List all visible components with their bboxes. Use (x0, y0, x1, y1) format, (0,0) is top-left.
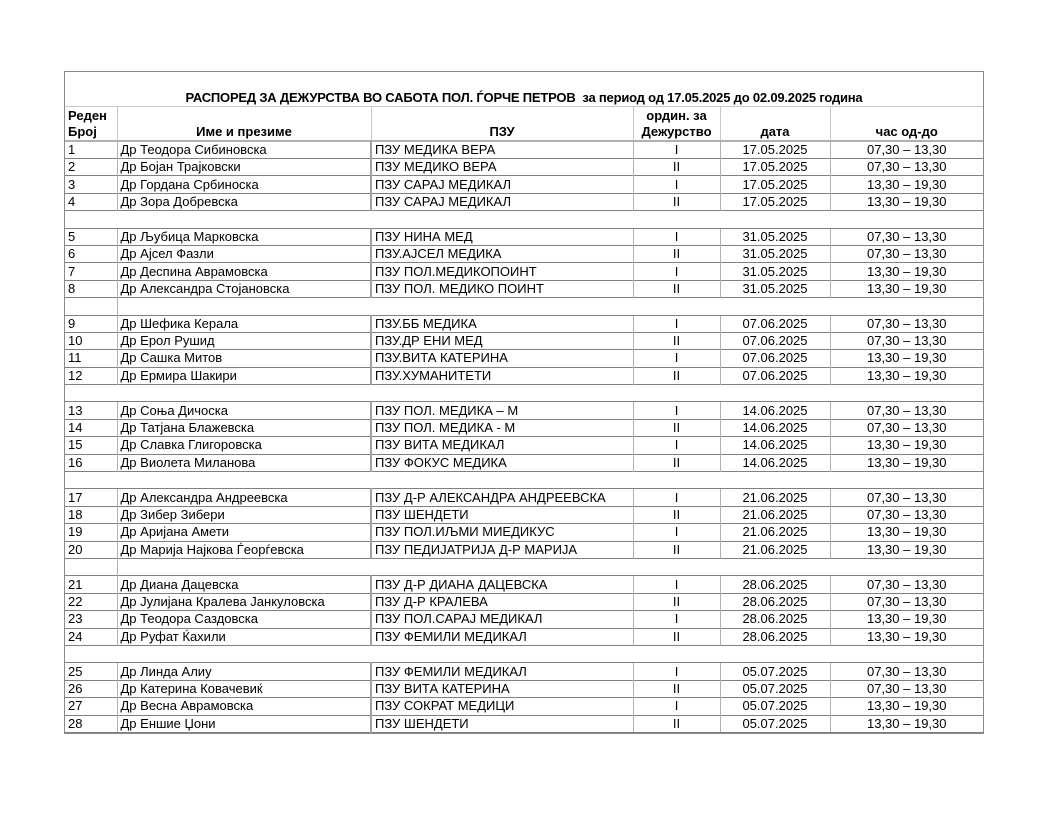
cell-date: 21.06.2025 (720, 489, 830, 506)
header-row-2 (65, 124, 983, 141)
cell-ord: I (633, 437, 720, 454)
cell-pzu: ПЗУ.ДР ЕНИ МЕД (371, 332, 633, 349)
separator-cell (720, 385, 830, 402)
cell-name: Др Ајсел Фазли (117, 245, 371, 262)
table-row (65, 280, 983, 297)
separator-cell (720, 558, 830, 575)
cell-date: 17.05.2025 (720, 141, 830, 159)
table-row (65, 576, 983, 593)
cell-ord: I (633, 141, 720, 159)
cell-date: 14.06.2025 (720, 402, 830, 419)
cell-time: 07,30 – 13,30 (830, 332, 983, 349)
cell-name: Др Аријана Амети (117, 524, 371, 541)
cell-ord: II (633, 454, 720, 471)
cell-pzu: ПЗУ Д-Р АЛЕКСАНДРА АНДРЕЕВСКА (371, 489, 633, 506)
cell-no: 26 (65, 680, 117, 697)
cell-pzu: ПЗУ ФЕМИЛИ МЕДИКАЛ (371, 663, 633, 680)
cell-ord: I (633, 176, 720, 193)
cell-date: 28.06.2025 (720, 576, 830, 593)
separator-cell (65, 558, 117, 575)
table-row (65, 141, 983, 159)
cell-name: Др Зора Добревска (117, 193, 371, 210)
cell-date: 28.06.2025 (720, 628, 830, 645)
cell-date: 21.06.2025 (720, 506, 830, 523)
cell-name: Др Марија Најкова Ѓеорѓевска (117, 541, 371, 558)
cell-pzu: ПЗУ ПОЛ.МЕДИКОПОИНТ (371, 263, 633, 280)
cell-pzu: ПЗУ САРАЈ МЕДИКАЛ (371, 176, 633, 193)
group-separator-row (65, 298, 983, 315)
cell-no: 10 (65, 332, 117, 349)
cell-no: 18 (65, 506, 117, 523)
cell-no: 20 (65, 541, 117, 558)
cell-name: Др Бојан Трајковски (117, 159, 371, 176)
cell-no: 5 (65, 228, 117, 245)
cell-name: Др Диана Дацевска (117, 576, 371, 593)
cell-ord: II (633, 680, 720, 697)
table-row (65, 593, 983, 610)
cell-name: Др Александра Андреевска (117, 489, 371, 506)
cell-date: 17.05.2025 (720, 159, 830, 176)
cell-name: Др Зибер Зибери (117, 506, 371, 523)
schedule-sheet (64, 71, 984, 734)
separator-cell (371, 472, 633, 489)
cell-pzu: ПЗУ МЕДИКА ВЕРА (371, 141, 633, 159)
table-row (65, 506, 983, 523)
separator-cell (830, 385, 983, 402)
cell-ord: II (633, 159, 720, 176)
cell-name: Др Татјана Блажевска (117, 419, 371, 436)
cell-no: 28 (65, 715, 117, 732)
cell-pzu: ПЗУ ПОЛ. МЕДИКА – М (371, 402, 633, 419)
cell-date: 21.06.2025 (720, 524, 830, 541)
cell-pzu: ПЗУ НИНА МЕД (371, 228, 633, 245)
table-row (65, 611, 983, 628)
separator-cell (371, 385, 633, 402)
table-row (65, 628, 983, 645)
cell-ord: I (633, 228, 720, 245)
cell-no: 27 (65, 698, 117, 715)
cell-name: Др Теодора Сибиновска (117, 141, 371, 159)
table-row (65, 437, 983, 454)
cell-name: Др Теодора Саздовска (117, 611, 371, 628)
cell-no: 15 (65, 437, 117, 454)
separator-cell (117, 385, 371, 402)
cell-ord: I (633, 576, 720, 593)
table-row (65, 350, 983, 367)
header-no-line2: Број (65, 124, 117, 141)
cell-name: Др Шефика Керала (117, 315, 371, 332)
separator-cell (65, 298, 117, 315)
cell-time: 13,30 – 19,30 (830, 367, 983, 384)
group-separator-row (65, 211, 983, 228)
table-row (65, 245, 983, 262)
cell-no: 24 (65, 628, 117, 645)
cell-pzu: ПЗУ ФЕМИЛИ МЕДИКАЛ (371, 628, 633, 645)
cell-name: Др Руфат Ќахили (117, 628, 371, 645)
cell-date: 31.05.2025 (720, 228, 830, 245)
separator-cell (830, 645, 983, 662)
cell-date: 07.06.2025 (720, 350, 830, 367)
separator-cell (633, 298, 720, 315)
cell-ord: I (633, 524, 720, 541)
cell-ord: I (633, 315, 720, 332)
cell-time: 07,30 – 13,30 (830, 593, 983, 610)
cell-date: 31.05.2025 (720, 263, 830, 280)
cell-ord: II (633, 280, 720, 297)
separator-cell (371, 211, 633, 228)
cell-ord: I (633, 350, 720, 367)
cell-name: Др Гордана Србиноска (117, 176, 371, 193)
cell-date: 05.07.2025 (720, 698, 830, 715)
cell-time: 07,30 – 13,30 (830, 506, 983, 523)
cell-pzu: ПЗУ ПОЛ.ИЉМИ МИЕДИКУС (371, 524, 633, 541)
cell-time: 13,30 – 19,30 (830, 437, 983, 454)
separator-cell (830, 472, 983, 489)
cell-ord: II (633, 193, 720, 210)
cell-time: 13,30 – 19,30 (830, 611, 983, 628)
group-separator-row (65, 385, 983, 402)
separator-cell (720, 472, 830, 489)
separator-cell (65, 211, 117, 228)
cell-ord: II (633, 245, 720, 262)
separator-cell (117, 472, 371, 489)
cell-time: 13,30 – 19,30 (830, 715, 983, 732)
cell-time: 07,30 – 13,30 (830, 402, 983, 419)
cell-pzu: ПЗУ ФОКУС МЕДИКА (371, 454, 633, 471)
cell-no: 1 (65, 141, 117, 159)
table-row (65, 524, 983, 541)
cell-name: Др Линда Алиу (117, 663, 371, 680)
cell-pzu: ПЗУ ПОЛ. МЕДИКА - М (371, 419, 633, 436)
separator-cell (720, 645, 830, 662)
cell-ord: I (633, 698, 720, 715)
cell-ord: II (633, 715, 720, 732)
cell-ord: II (633, 593, 720, 610)
separator-cell (830, 558, 983, 575)
separator-cell (633, 472, 720, 489)
cell-name: Др Катерина Ковачевиќ (117, 680, 371, 697)
header-pzu-empty (371, 107, 633, 124)
cell-no: 22 (65, 593, 117, 610)
cell-ord: II (633, 506, 720, 523)
cell-pzu: ПЗУ.ББ МЕДИКА (371, 315, 633, 332)
cell-time: 13,30 – 19,30 (830, 698, 983, 715)
cell-no: 23 (65, 611, 117, 628)
cell-pzu: ПЗУ ПОЛ. МЕДИКО ПОИНТ (371, 280, 633, 297)
cell-date: 17.05.2025 (720, 193, 830, 210)
cell-ord: II (633, 541, 720, 558)
separator-cell (371, 645, 633, 662)
cell-no: 9 (65, 315, 117, 332)
table-body (65, 141, 983, 732)
cell-date: 05.07.2025 (720, 663, 830, 680)
cell-no: 2 (65, 159, 117, 176)
cell-pzu: ПЗУ ПЕДИЈАТРИЈА Д-Р МАРИЈА (371, 541, 633, 558)
cell-ord: I (633, 402, 720, 419)
header-ord-line1: ордин. за (633, 107, 720, 124)
table-row (65, 315, 983, 332)
table-row (65, 193, 983, 210)
table-row (65, 228, 983, 245)
cell-name: Др Александра Стојановска (117, 280, 371, 297)
header-time-empty (830, 107, 983, 124)
cell-ord: I (633, 611, 720, 628)
table-row (65, 454, 983, 471)
cell-time: 13,30 – 19,30 (830, 280, 983, 297)
cell-pzu: ПЗУ ШЕНДЕТИ (371, 506, 633, 523)
cell-name: Др Еншие Џони (117, 715, 371, 732)
cell-no: 8 (65, 280, 117, 297)
cell-no: 14 (65, 419, 117, 436)
title-period: за период од 17.05.2025 до 02.09.2025 година (582, 90, 863, 105)
cell-date: 31.05.2025 (720, 280, 830, 297)
cell-no: 13 (65, 402, 117, 419)
cell-time: 07,30 – 13,30 (830, 663, 983, 680)
cell-ord: II (633, 628, 720, 645)
table-row (65, 263, 983, 280)
cell-date: 07.06.2025 (720, 367, 830, 384)
cell-name: Др Јулијана Кралева Јанкуловска (117, 593, 371, 610)
cell-time: 13,30 – 19,30 (830, 454, 983, 471)
cell-name: Др Славка Глигоровска (117, 437, 371, 454)
separator-cell (65, 472, 117, 489)
cell-pzu: ПЗУ Д-Р ДИАНА ДАЦЕВСКА (371, 576, 633, 593)
cell-date: 07.06.2025 (720, 315, 830, 332)
cell-name: Др Соња Дичоска (117, 402, 371, 419)
cell-date: 17.05.2025 (720, 176, 830, 193)
separator-cell (633, 211, 720, 228)
cell-pzu: ПЗУ ВИТА МЕДИКАЛ (371, 437, 633, 454)
cell-time: 13,30 – 19,30 (830, 541, 983, 558)
cell-date: 28.06.2025 (720, 611, 830, 628)
header-time: час од-до (830, 124, 983, 141)
header-ord-line2: Дежурство (633, 124, 720, 141)
cell-no: 17 (65, 489, 117, 506)
cell-name: Др Ермира Шакири (117, 367, 371, 384)
cell-ord: II (633, 419, 720, 436)
separator-cell (65, 645, 117, 662)
separator-cell (117, 558, 371, 575)
cell-time: 07,30 – 13,30 (830, 315, 983, 332)
cell-time: 07,30 – 13,30 (830, 245, 983, 262)
table-row (65, 419, 983, 436)
cell-no: 4 (65, 193, 117, 210)
cell-no: 11 (65, 350, 117, 367)
cell-name: Др Ерол Рушид (117, 332, 371, 349)
cell-date: 28.06.2025 (720, 593, 830, 610)
title-main: РАСПОРЕД ЗА ДЕЖУРСТВА ВО САБОТА ПОЛ. ЃОРЧЕ ПЕТРОВ (185, 90, 576, 105)
cell-ord: II (633, 332, 720, 349)
group-separator-row (65, 558, 983, 575)
cell-time: 07,30 – 13,30 (830, 680, 983, 697)
header-no-line1: Реден (68, 108, 107, 123)
separator-cell (830, 298, 983, 315)
cell-date: 14.06.2025 (720, 454, 830, 471)
cell-date: 31.05.2025 (720, 245, 830, 262)
cell-time: 13,30 – 19,30 (830, 524, 983, 541)
table-row (65, 159, 983, 176)
table-row (65, 332, 983, 349)
table-row (65, 663, 983, 680)
table-row (65, 367, 983, 384)
separator-cell (371, 298, 633, 315)
header-date-empty (720, 107, 830, 124)
header-name-empty (117, 107, 371, 124)
cell-time: 07,30 – 13,30 (830, 419, 983, 436)
cell-pzu: ПЗУ.АЈСЕЛ МЕДИКА (371, 245, 633, 262)
cell-date: 14.06.2025 (720, 419, 830, 436)
table-row (65, 402, 983, 419)
cell-name: Др Сашка Митов (117, 350, 371, 367)
cell-name: Др Деспина Аврамовска (117, 263, 371, 280)
cell-pzu: ПЗУ САРАЈ МЕДИКАЛ (371, 193, 633, 210)
header-name: Име и презиме (117, 124, 371, 141)
title-row (65, 72, 983, 107)
cell-time: 13,30 – 19,30 (830, 176, 983, 193)
cell-pzu: ПЗУ МЕДИКО ВЕРА (371, 159, 633, 176)
cell-name: Др Весна Аврамовска (117, 698, 371, 715)
cell-pzu: ПЗУ ВИТА КАТЕРИНА (371, 680, 633, 697)
separator-cell (371, 558, 633, 575)
cell-pzu: ПЗУ ШЕНДЕТИ (371, 715, 633, 732)
separator-cell (65, 385, 117, 402)
cell-no: 21 (65, 576, 117, 593)
table-row (65, 698, 983, 715)
cell-pzu: ПЗУ.ВИТА КАТЕРИНА (371, 350, 633, 367)
separator-cell (117, 211, 371, 228)
cell-no: 16 (65, 454, 117, 471)
group-separator-row (65, 645, 983, 662)
cell-time: 13,30 – 19,30 (830, 350, 983, 367)
cell-date: 05.07.2025 (720, 715, 830, 732)
table-row (65, 680, 983, 697)
header-date: дата (720, 124, 830, 141)
cell-no: 7 (65, 263, 117, 280)
separator-cell (117, 645, 371, 662)
header-row-1 (65, 107, 983, 124)
cell-time: 07,30 – 13,30 (830, 141, 983, 159)
separator-cell (633, 645, 720, 662)
cell-time: 13,30 – 19,30 (830, 263, 983, 280)
table-row (65, 541, 983, 558)
cell-ord: II (633, 367, 720, 384)
separator-cell (633, 558, 720, 575)
cell-time: 13,30 – 19,30 (830, 193, 983, 210)
separator-cell (117, 298, 371, 315)
cell-no: 12 (65, 367, 117, 384)
cell-time: 07,30 – 13,30 (830, 228, 983, 245)
cell-no: 6 (65, 245, 117, 262)
duty-schedule-table (65, 107, 983, 733)
cell-date: 05.07.2025 (720, 680, 830, 697)
separator-cell (633, 385, 720, 402)
cell-no: 3 (65, 176, 117, 193)
cell-time: 07,30 – 13,30 (830, 576, 983, 593)
table-row (65, 489, 983, 506)
cell-date: 07.06.2025 (720, 332, 830, 349)
separator-cell (720, 298, 830, 315)
document-title (65, 90, 983, 105)
table-row (65, 176, 983, 193)
cell-time: 07,30 – 13,30 (830, 489, 983, 506)
separator-cell (720, 211, 830, 228)
cell-pzu: ПЗУ Д-Р КРАЛЕВА (371, 593, 633, 610)
cell-name: Др Љубица Марковска (117, 228, 371, 245)
group-separator-row (65, 472, 983, 489)
cell-ord: I (633, 263, 720, 280)
separator-cell (830, 211, 983, 228)
cell-no: 19 (65, 524, 117, 541)
cell-pzu: ПЗУ СОКРАТ МЕДИЦИ (371, 698, 633, 715)
cell-no: 25 (65, 663, 117, 680)
cell-ord: I (633, 663, 720, 680)
cell-date: 21.06.2025 (720, 541, 830, 558)
cell-pzu: ПЗУ.ХУМАНИТЕТИ (371, 367, 633, 384)
table-row (65, 715, 983, 732)
cell-date: 14.06.2025 (720, 437, 830, 454)
cell-pzu: ПЗУ ПОЛ.САРАЈ МЕДИКАЛ (371, 611, 633, 628)
cell-time: 07,30 – 13,30 (830, 159, 983, 176)
cell-time: 13,30 – 19,30 (830, 628, 983, 645)
cell-name: Др Виолета Миланова (117, 454, 371, 471)
header-pzu: ПЗУ (371, 124, 633, 141)
cell-ord: I (633, 489, 720, 506)
